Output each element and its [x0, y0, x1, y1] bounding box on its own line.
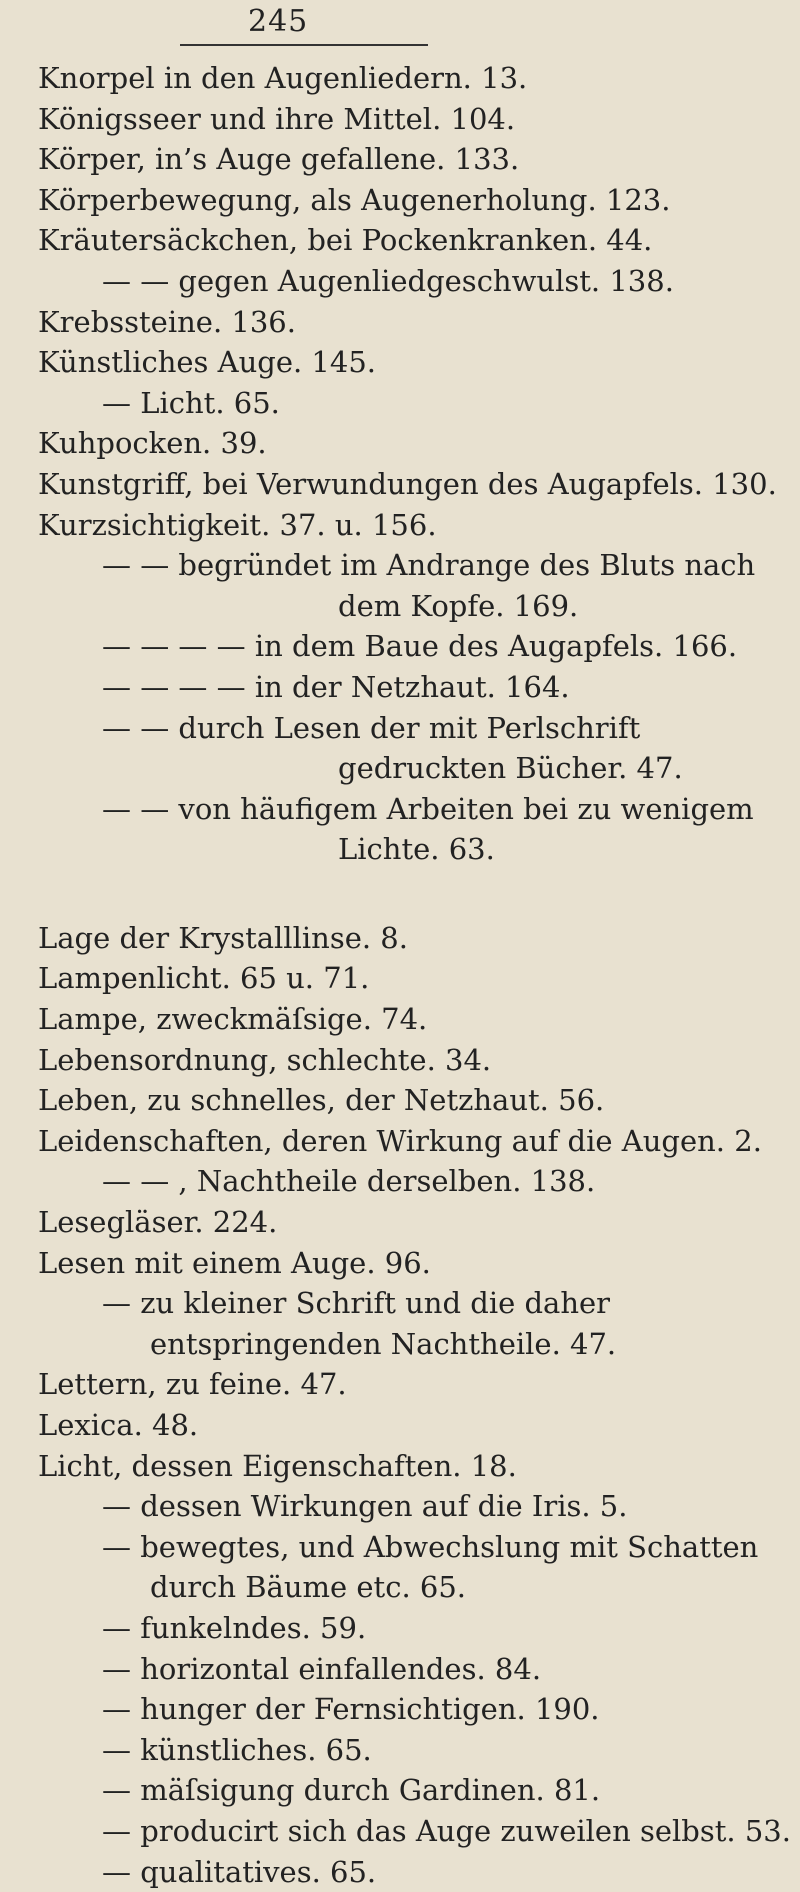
index-subentry: — qualitatives. 65. — [102, 1854, 377, 1889]
index-entry: Leben, zu schnelles, der Netzhaut. 56. — [38, 1083, 605, 1118]
index-subentry: — horizontal einfallendes. 84. — [102, 1651, 542, 1686]
index-entry: Lampenlicht. 65 u. 71. — [38, 961, 370, 996]
index-subentry: — — durch Lesen der mit Perlschrift gedruckten Bücher. 47. — [102, 710, 683, 786]
index-entry: Kurzsichtigkeit. 37. u. 156. — [38, 507, 437, 542]
index-entry: Lampe, zweckmäſsige. 74. — [38, 1002, 428, 1037]
page-number: 245 — [248, 4, 309, 39]
index-section — [38, 918, 791, 1892]
index-subentry: — — begründet im Andrange des Bluts nach dem Kopfe. 169. — [102, 548, 756, 623]
index-subentry: — bewegtes, und Abwechslung mit Schatten durch Bäume etc. 65. — [102, 1529, 759, 1605]
index-entry: Künstliches Auge. 145. — [38, 345, 377, 380]
index-entry: Krebssteine. 136. — [38, 304, 296, 339]
index-subentry: — künstliches. 65. — [102, 1732, 372, 1767]
index-entry: Kunstgriff, bei Verwundungen des Augapfels. 130. — [38, 466, 777, 501]
index-entry: Lesegläser. 224. — [38, 1205, 278, 1240]
index-subentry: — producirt sich das Auge zuweilen selbst. 53. — [102, 1813, 791, 1848]
index-subentry: — zu kleiner Schrift und die daher entspringenden Nachtheile. 47. — [102, 1286, 617, 1361]
index-subentry: — — von häufigem Arbeiten bei zu wenigem Lichte. 63. — [102, 791, 754, 867]
index-subentry: — — , Nachtheile derselben. 138. — [102, 1164, 596, 1199]
index-subentry: — — — — in dem Baue des Augapfels. 166. — [102, 629, 738, 664]
index-entry: Leidenschaften, deren Wirkung auf die Augen. 2. — [38, 1123, 762, 1158]
section-gap — [38, 870, 788, 918]
index-subentry: — — — — in der Netzhaut. 164. — [102, 669, 570, 704]
index-subentry: — funkelndes. 59. — [102, 1610, 367, 1645]
index-entry: Lettern, zu feine. 47. — [38, 1367, 347, 1402]
index-entry: Königsseer und ihre Mittel. 104. — [38, 101, 516, 136]
index-entry: Körper, in’s Auge gefallene. 133. — [38, 142, 520, 177]
index-entry: Lexica. 48. — [38, 1408, 199, 1442]
index-subentry: — mäſsigung durch Gardinen. 81. — [102, 1773, 601, 1808]
index-entry: Kuhpocken. 39. — [38, 426, 267, 461]
index-entry: Kräutersäckchen, bei Pockenkranken. 44. — [38, 223, 653, 258]
index-entry: Lebensordnung, schlechte. 34. — [38, 1042, 492, 1077]
index-entry: Körperbewegung, als Augenerholung. 123. — [38, 182, 671, 217]
index-section — [38, 58, 788, 870]
index-entry: Lage der Krystalllinse. 8. — [38, 920, 408, 955]
index-subentry: — — gegen Augenliedgeschwulst. 138. — [102, 263, 674, 298]
index-subentry: — hunger der Fernsichtigen. 190. — [102, 1692, 600, 1727]
index-entry: Knorpel in den Augenliedern. 13. — [38, 61, 528, 95]
index-subentry: — dessen Wirkungen auf die Iris. 5. — [102, 1489, 628, 1524]
header-rule — [180, 44, 428, 46]
index-subentry: — Licht. 65. — [102, 385, 280, 420]
index-entry: Lesen mit einem Auge. 96. — [38, 1245, 431, 1280]
index-entry: Licht, dessen Eigenschaften. 18. — [38, 1448, 517, 1483]
index-entries — [38, 58, 791, 1892]
